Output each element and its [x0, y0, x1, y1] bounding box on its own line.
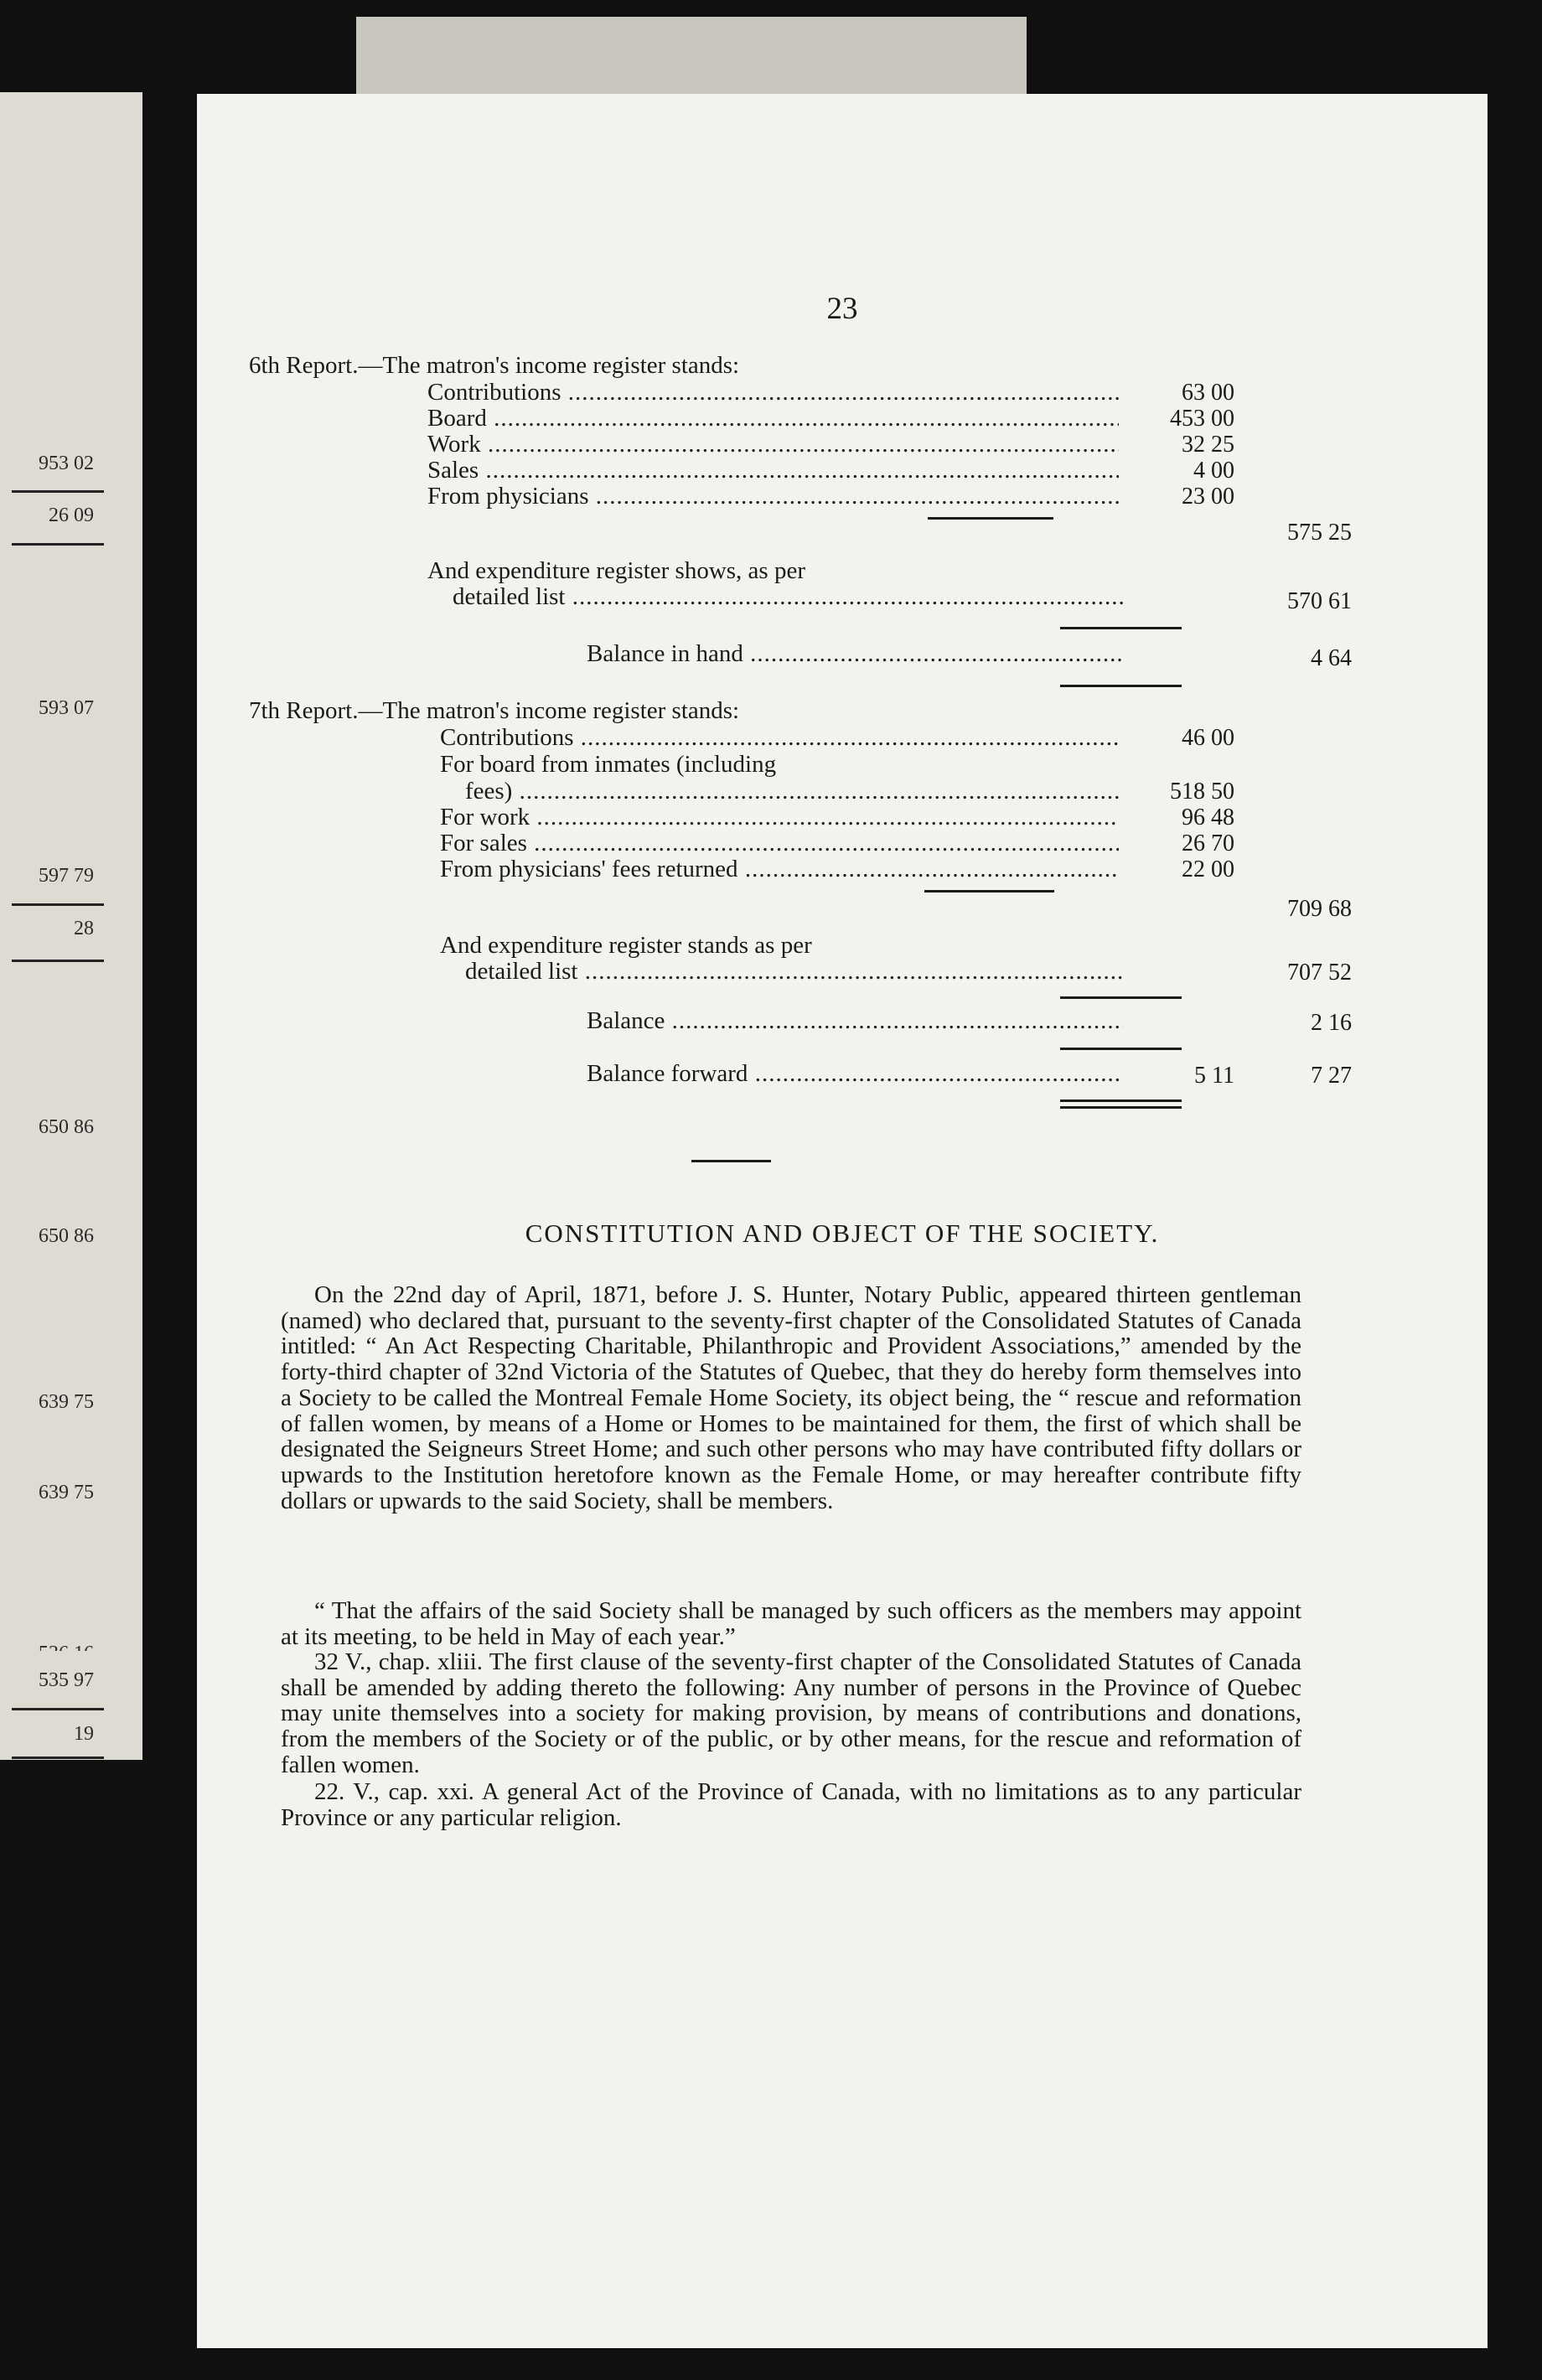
margin-rule — [12, 960, 104, 962]
margin-rule — [12, 490, 104, 493]
report-7-balance-amount: 2 16 — [1311, 1010, 1352, 1036]
margin-number: 593 07 — [39, 697, 94, 719]
report-6-amount: 32 25 — [1182, 432, 1234, 458]
margin-number: 26 09 — [49, 504, 94, 526]
report-6-balance-amount: 4 64 — [1311, 645, 1352, 671]
report-7-expenditure-list: detailed list ..... — [465, 958, 1123, 986]
report-7-balance-label: Balance ..... — [587, 1007, 1123, 1035]
margin-rule — [12, 1757, 104, 1759]
report-7-amount: 96 48 — [1182, 805, 1234, 830]
sum-rule — [928, 517, 1053, 520]
sum-rule — [924, 890, 1054, 892]
report-7-forward-label: Balance forward ..... — [587, 1060, 1123, 1088]
paragraph-statute-32v: 32 V., chap. xliii. The first clause of the seventy-first chapter of the Consolidated Statutes of Canada shall be amended by adding thereto the following: Any number of persons in the Province of Quebec may unite themselves into a society for making provision, by means of contributions and donations, from the members of the Society or of the public, or by other means, for the rescue and reformation of fallen women. — [281, 1648, 1301, 1778]
sum-rule — [1060, 1048, 1182, 1050]
report-6-expenditure-text: And expenditure register shows, as per — [427, 557, 805, 584]
margin-number: 597 79 — [39, 865, 94, 887]
adjacent-page-edge-bottom — [0, 1651, 142, 1760]
report-6-amount: 63 00 — [1182, 380, 1234, 406]
adjacent-page-edge — [0, 92, 142, 1517]
report-6-expenditure-list: detailed list ..... — [453, 583, 1123, 611]
page-number: 23 — [826, 292, 858, 326]
margin-number: 639 75 — [39, 1391, 94, 1413]
paragraph-constitution: On the 22nd day of April, 1871, before J. S. Hunter, Notary Public, appeared thirteen gentleman (named) who declared that, pursuant to the seventy-first chapter of the Consolidated Statutes of Canada intitled: “ An Act Respecting Charitable, Philanthropic and Provident Associations,” amended by the forty-third chapter of 32nd Victoria of the Statutes of Quebec, that they do hereby form themselves into a Society to be called the Montreal Female Home Society, its object being, the “ rescue and reformation of fallen women, by means of a Home or Homes to be maintained for them, the first of which shall be designated the Seigneurs Street Home; and such other persons who may have contributed fifty dollars or upwards to the Institution heretofore known as the Female Home, or may hereafter contribute fifty dollars or upwards to the said Society, shall be members. — [281, 1281, 1301, 1514]
report-6-total: 575 25 — [1287, 520, 1352, 546]
report-6-item: From physicians ..... — [427, 483, 1119, 510]
margin-number: 639 75 — [39, 1482, 94, 1503]
section-divider — [691, 1160, 771, 1162]
report-6-amount: 23 00 — [1182, 484, 1234, 510]
report-7-forward-amount-1: 5 11 — [1194, 1063, 1234, 1089]
report-6-expenditure-amount: 570 61 — [1287, 588, 1352, 614]
margin-number: 953 02 — [39, 453, 94, 474]
report-7-expenditure-amount: 707 52 — [1287, 960, 1352, 986]
report-6-item: Sales ..... — [427, 457, 1119, 484]
report-6-balance-label: Balance in hand ..... — [587, 640, 1123, 668]
double-rule — [1060, 685, 1182, 687]
report-7-expenditure-text: And expenditure register stands as per — [440, 932, 812, 959]
report-7-amount: 26 70 — [1182, 830, 1234, 856]
document-page — [197, 94, 1488, 2348]
report-7-board-fees: fees) ..... — [465, 778, 1119, 805]
margin-number: 650 86 — [39, 1225, 94, 1247]
sum-rule — [1060, 996, 1182, 999]
report-6-amount: 453 00 — [1170, 406, 1234, 432]
double-rule-bottom — [1060, 1106, 1182, 1109]
margin-number: 19 — [74, 1723, 94, 1745]
report-7-item: For sales ..... — [440, 830, 1119, 857]
margin-number: 535 97 — [39, 1669, 94, 1691]
report-7-item: From physicians' fees returned ..... — [440, 856, 1119, 883]
adjacent-page-edge-lower — [0, 1482, 142, 1651]
report-6-amount: 4 00 — [1193, 458, 1234, 484]
report-7-amount: 46 00 — [1182, 725, 1234, 751]
report-7-item: Contributions ..... — [440, 724, 1119, 752]
report-6-item: Work ..... — [427, 431, 1119, 458]
report-7-item: For work ..... — [440, 804, 1119, 831]
paragraph-affairs: “ That the affairs of the said Society shall be managed by such officers as the members may appoint at its meeting, to be held in May of each year.” — [281, 1597, 1301, 1650]
report-6-item: Board ..... — [427, 405, 1119, 432]
margin-number: 28 — [74, 918, 94, 939]
scan-edge-tab — [356, 17, 1027, 101]
double-rule-top — [1060, 1099, 1182, 1102]
report-7-board-amount: 518 50 — [1170, 779, 1234, 805]
report-7-forward-amount-2: 7 27 — [1311, 1063, 1352, 1089]
report-7-amount: 22 00 — [1182, 856, 1234, 882]
margin-number: 650 86 — [39, 1116, 94, 1138]
margin-rule — [12, 1708, 104, 1710]
report-7-heading: 7th Report.—The matron's income register stands: — [249, 697, 740, 724]
report-7-total: 709 68 — [1287, 896, 1352, 922]
section-title: CONSTITUTION AND OBJECT OF THE SOCIETY. — [525, 1218, 1160, 1248]
report-6-item: Contributions ..... — [427, 379, 1119, 406]
margin-rule — [12, 543, 104, 546]
report-7-board-text: For board from inmates (including — [440, 751, 777, 778]
report-6-heading: 6th Report.—The matron's income register stands: — [249, 352, 740, 379]
paragraph-statute-22v: 22. V., cap. xxi. A general Act of the Province of Canada, with no limitations as to any particular Province or any particular religion. — [281, 1778, 1301, 1831]
sum-rule — [1060, 627, 1182, 629]
margin-rule — [12, 903, 104, 906]
